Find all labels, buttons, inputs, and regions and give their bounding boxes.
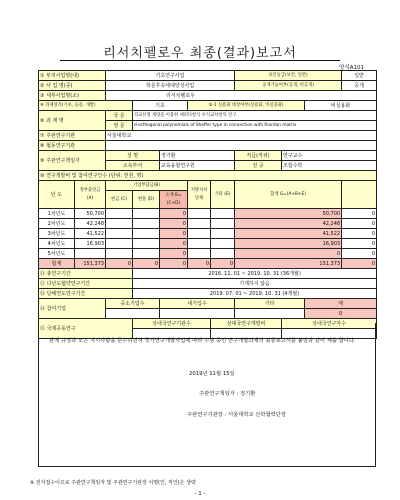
row-year-period	[39, 289, 377, 299]
inkind-value: 0	[133, 259, 160, 269]
cash-value	[106, 219, 133, 229]
coop-col-2: 상대국연구개발비	[211, 319, 282, 329]
declaration-box	[38, 323, 376, 467]
subtotal-header: 소계 B=(C+D)	[160, 191, 188, 209]
form-code: 양식A101	[339, 65, 364, 71]
subprogram-value: 학문후속세대양성사업	[106, 81, 235, 91]
cash-value	[106, 229, 133, 239]
budget-row	[39, 229, 377, 239]
pi-label: ⑨ 주관연구책임자	[39, 151, 106, 171]
other-value: 0	[211, 259, 235, 269]
row-program	[39, 71, 377, 81]
pi-name: 정기환	[160, 151, 235, 161]
project-ko-label: 국 문	[106, 111, 133, 121]
page-number: - 1 -	[194, 491, 206, 497]
row-total-period	[39, 269, 377, 279]
cash-value	[106, 249, 133, 259]
local-value	[188, 209, 211, 219]
coop-label: ⑮ 국제공동연구	[39, 319, 133, 339]
inkind-value	[133, 229, 160, 239]
year-name: 1차년도	[39, 209, 75, 219]
multi-period-value: 기재하지 않음	[133, 279, 377, 289]
inkind-value	[133, 209, 160, 219]
row-partner	[39, 141, 377, 151]
subtotal-value: 0	[160, 249, 188, 259]
budget-row	[39, 219, 377, 229]
total-period-label: ⑪ 총연구기간	[39, 269, 133, 279]
multi-period-label: ⑫ 다년도협약연구기간	[39, 279, 133, 289]
large-label: 대기업수	[160, 299, 235, 309]
inkind-value	[133, 239, 160, 249]
project-en-value: d-orthogonal polynomials of Sheffer type in connection with Riordan matrix	[133, 121, 377, 131]
cash-header: 현금 (C)	[106, 191, 133, 209]
partner-value	[106, 141, 377, 151]
other-header: 기타 (E)	[211, 181, 235, 209]
budget-header-1	[39, 181, 377, 191]
agency-value: 서울대학교	[106, 131, 377, 141]
total-value: 151,373	[235, 259, 342, 269]
pi-dept: 교육융합연구원	[160, 161, 235, 171]
row-field	[39, 101, 377, 111]
detail-label: ③ 세부사업명(소)	[39, 91, 106, 101]
gov-value: 50,700	[75, 209, 106, 219]
row-pi-1	[39, 151, 377, 161]
total-value: 16,903	[235, 239, 342, 249]
gov-value: 151,373	[75, 259, 106, 269]
other-label: 기타	[235, 299, 305, 309]
public-value: 공개	[342, 81, 377, 91]
report-form-table	[38, 70, 377, 339]
local-value	[188, 249, 211, 259]
budget-row	[39, 249, 377, 259]
security-label: 보안등급(보안, 일반)	[235, 71, 342, 81]
other-value	[211, 209, 235, 219]
gov-header: 정부출연금 (A)	[75, 181, 106, 209]
mode-value: 비실용화	[305, 101, 377, 111]
public-label: 공개가능여부(공개, 비공개)	[235, 81, 342, 91]
pi-title: 연구교수	[282, 151, 377, 161]
row-project-ko	[39, 111, 377, 121]
total-value: 41,522	[235, 229, 342, 239]
pi-major-label: 전 공	[235, 161, 282, 171]
pi-dept-label: 소속부서	[106, 161, 160, 171]
title-underline	[60, 60, 340, 61]
field-value: 기초	[133, 101, 188, 111]
pi-title-label: 직급(직위)	[235, 151, 282, 161]
mode-label: ⑤-1 실용화 대상여부(실용화, 비실용화)	[188, 101, 305, 111]
year-header: 년 도	[39, 181, 75, 209]
people-value: 0	[342, 229, 377, 239]
year-name: 2차년도	[39, 219, 75, 229]
participants-total-value: 0	[305, 309, 377, 319]
subtotal-value: 0	[160, 219, 188, 229]
field-label: ④ 과제성격(기초, 응용, 개발)	[39, 101, 133, 111]
pi-major: 조합수학	[282, 161, 377, 171]
total-label: 계	[305, 299, 377, 309]
footnote: ※ 전자접수이므로 주관연구책임자 및 주관연구기관장 서명(인, 직인)은 생략	[30, 480, 196, 486]
people-header	[342, 181, 377, 209]
people-value: 0	[342, 209, 377, 219]
local-value	[188, 219, 211, 229]
signature-pi: 주관연구책임자 : 정기환	[199, 391, 256, 397]
local-header: 지방자치 단체	[188, 181, 211, 209]
gov-value: 41,522	[75, 229, 106, 239]
cash-value	[106, 239, 133, 249]
row-detail	[39, 91, 377, 101]
budget-label: ⑩ 연구개발비 및 참여연구인수 (단위: 천원, 명)	[39, 171, 377, 181]
coop-col-3: 상대국연구자수	[282, 319, 377, 329]
year-name: 5차년도	[39, 249, 75, 259]
total-header: 합계 G=(A+B+E)	[235, 181, 342, 209]
total-value: 0	[235, 249, 342, 259]
program-value: 기초연구사업	[106, 71, 235, 81]
partner-label: ⑧ 협동연구기관	[39, 141, 106, 151]
local-value: 0	[188, 259, 211, 269]
agency-label: ⑦ 주관연구기관	[39, 131, 106, 141]
submission-date: 2019년 11월 15일	[189, 371, 235, 377]
budget-row	[39, 209, 377, 219]
detail-value: 리서치펠로우	[106, 91, 377, 101]
subtotal-value: 0	[160, 229, 188, 239]
security-value: 일반	[342, 71, 377, 81]
cash-value: 0	[106, 259, 133, 269]
declaration-statement: 관계 규정과 모든 지시사항을 준수하면서 국가연구개발사업에 따라 수행 중인 연구개발과제의 최종보고서를 붙임과 같이 제출 합니다.	[49, 338, 356, 344]
people-value: 0	[342, 239, 377, 249]
subtotal-value: 0	[160, 239, 188, 249]
year-period-label: ⑬ 당해연도연구기간	[39, 289, 133, 299]
total-value: 42,248	[235, 219, 342, 229]
other-value	[211, 229, 235, 239]
sme-value	[106, 309, 160, 319]
year-name: 합계	[39, 259, 75, 269]
total-value: 50,700	[235, 209, 342, 219]
report-title: 리서치펠로우 최종(결과)보고서	[103, 46, 297, 61]
people-value: 0	[342, 249, 377, 259]
gov-value: 42,248	[75, 219, 106, 229]
row-agency	[39, 131, 377, 141]
cash-value	[106, 209, 133, 219]
coop-col-1: 상대국연구기관수	[133, 319, 211, 329]
sme-label: 중소기업수	[106, 299, 160, 309]
row-multi-period	[39, 279, 377, 289]
program-label: ① 부처사업명(대)	[39, 71, 106, 81]
private-header: 기업부담금(B)	[106, 181, 188, 191]
other-value	[211, 249, 235, 259]
people-value: 0	[342, 259, 377, 269]
other-value	[235, 309, 305, 319]
pi-name-label: 성 명	[106, 151, 160, 161]
inkind-header: 현물 (D)	[133, 191, 160, 209]
subtotal-value: 0	[160, 209, 188, 219]
inkind-value	[133, 219, 160, 229]
subtotal-value: 0	[160, 259, 188, 269]
inkind-value	[133, 249, 160, 259]
participants-label: ⑭ 참여기업	[39, 299, 106, 319]
project-ko-value: 직교선형 계량을 이용한 셰퍼다항식 수식교차항의 연구	[133, 111, 377, 121]
row-participants-header	[39, 299, 377, 309]
people-value: 0	[342, 219, 377, 229]
large-value	[160, 309, 235, 319]
year-period-value: 2019. 07. 01 ~ 2019. 10. 31 (4개월)	[133, 289, 377, 299]
signature-org: 주관연구기관장 : 서울대학교 산학협력단장	[187, 412, 286, 418]
budget-total-row	[39, 259, 377, 269]
total-period-value: 2016. 11. 01 ~ 2019. 10. 31 (36개월)	[133, 269, 377, 279]
year-name: 4차년도	[39, 239, 75, 249]
budget-row	[39, 239, 377, 249]
subprogram-label: ② 사 업 명(중)	[39, 81, 106, 91]
gov-value: 16,903	[75, 239, 106, 249]
project-label: ⑥ 과 제 명	[39, 111, 106, 131]
year-name: 3차년도	[39, 229, 75, 239]
row-budget-title	[39, 171, 377, 181]
gov-value	[75, 249, 106, 259]
other-value	[211, 239, 235, 249]
local-value	[188, 229, 211, 239]
other-value	[211, 219, 235, 229]
local-value	[188, 239, 211, 249]
row-subprogram	[39, 81, 377, 91]
project-en-label: 영 문	[106, 121, 133, 131]
